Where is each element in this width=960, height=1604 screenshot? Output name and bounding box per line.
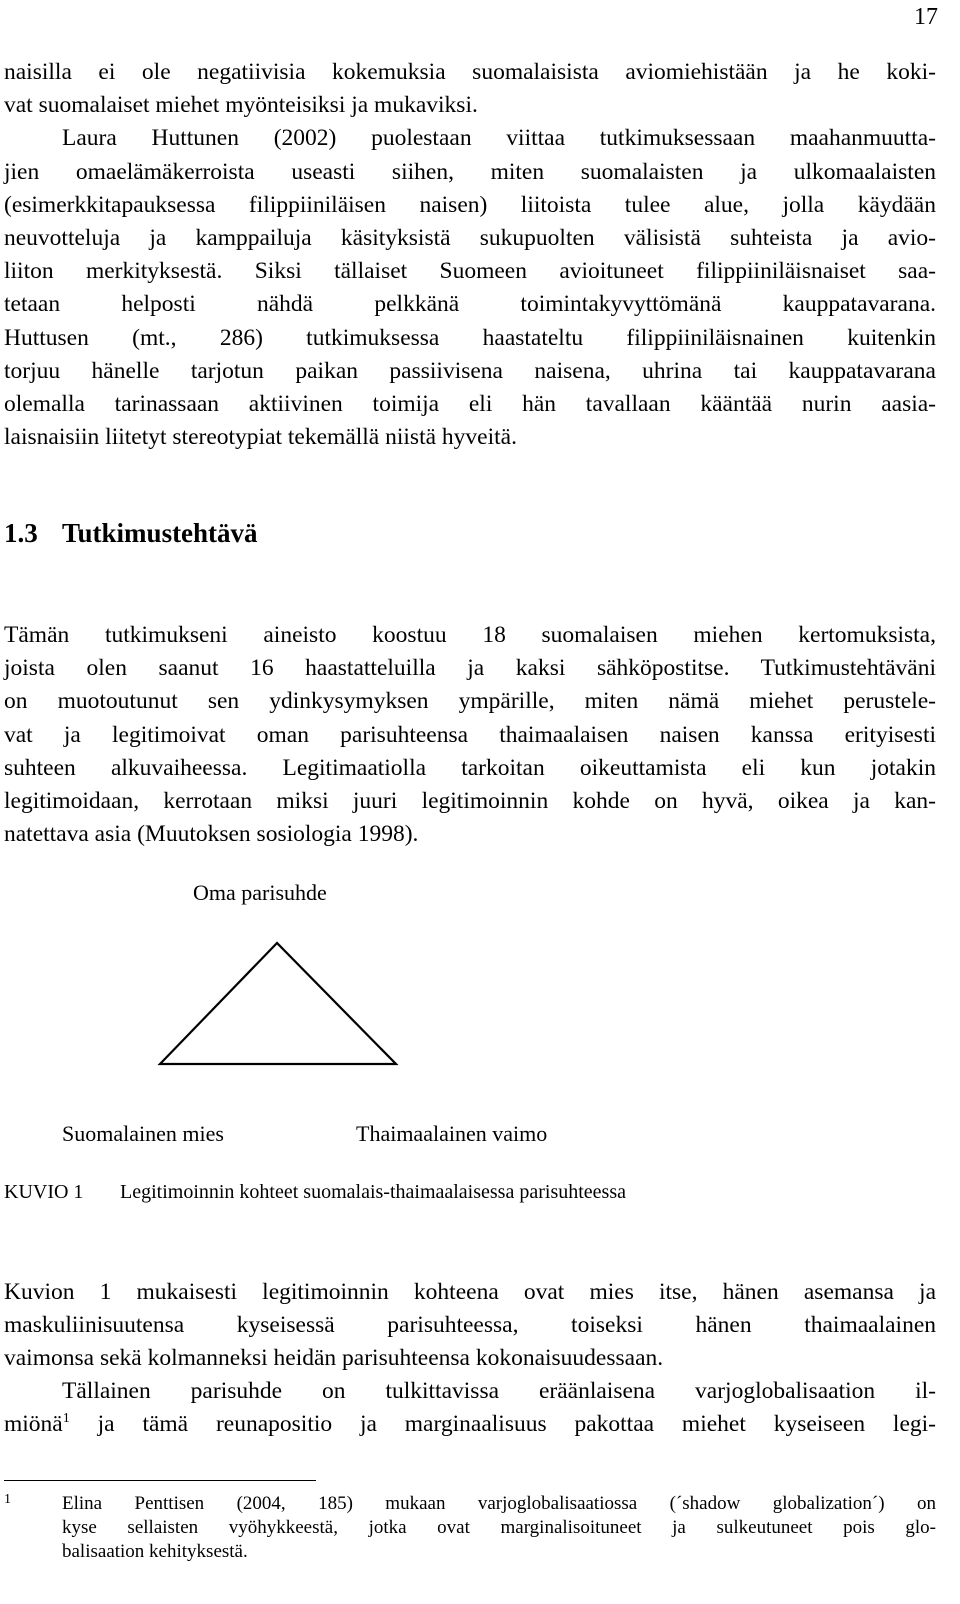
footnote-reference[interactable]: 1 [62, 1410, 70, 1427]
text-line: (esimerkkitapauksessa filippiiniläisen naisen) liitoista tulee alue, jolla käydään [4, 191, 936, 218]
text-line: vat ja legitimoivat oman parisuhteensa thaimaalaisen naisen kanssa erityisesti [4, 721, 936, 748]
text-line: Huttusen (mt., 286) tutkimuksessa haastateltu filippiiniläisnainen kuitenkin [4, 324, 936, 351]
text-line: Laura Huttunen (2002) puolestaan viittaa tutkimuksessaan maahanmuutta- [62, 125, 936, 152]
footnote-line: Elina Penttisen (2004, 185) mukaan varjoglobalisaatiossa (´shadow globalization´) on [62, 1493, 936, 1514]
figure-label-right: Thaimaalainen vaimo [356, 1121, 548, 1146]
footnote-mark: 1 [4, 1492, 11, 1507]
footnote-divider [4, 1480, 316, 1481]
text-line: vaimonsa sekä kolmanneksi heidän parisuhteensa kokonaisuudessaan. [4, 1345, 664, 1372]
text-line: suhteen alkuvaiheessa. Legitimaatiolla tarkoitan oikeuttamista eli kun jotakin [4, 754, 936, 781]
section-title: Tutkimustehtävä [62, 518, 258, 548]
text-line: laisnaisiin liitetyt stereotypiat tekemällä niistä hyveitä. [4, 424, 517, 451]
page-number: 17 [914, 4, 938, 30]
triangle-outline [160, 943, 396, 1064]
text-line: jien omaelämäkerroista useasti siihen, miten suomalaisten ja ulkomaalaisten [4, 158, 936, 185]
text-line: Tämän tutkimukseni aineisto koostuu 18 suomalaisen miehen kertomuksista, [4, 622, 936, 648]
paragraph-shadow-globalization [4, 1375, 936, 1441]
text-line: liiton merkityksestä. Siksi tällaiset Suomeen avioituneet filippiiniläisnaiset saa- [4, 258, 936, 285]
text-line: legitimoidaan, kerrotaan miksi juuri legitimoinnin kohde on hyvä, oikea ja kan- [4, 788, 936, 815]
text-line: olemalla tarinassaan aktiivinen toimija eli hän tavallaan kääntää nurin aasia- [4, 391, 936, 418]
figure-caption-label: KUVIO 1 [4, 1181, 84, 1203]
text-line: maskuliinisuutensa kyseisessä parisuhteessa, toiseksi hänen thaimaalainen [4, 1312, 936, 1339]
footnote-line: balisaation kehityksestä. [62, 1541, 248, 1562]
text-line: natettava asia (Muutoksen sosiologia 1998). [4, 821, 419, 848]
text-line: neuvotteluja ja kamppailuja käsityksistä sukupuolten välisistä suhteista ja avio- [4, 225, 936, 252]
text-line [4, 1408, 936, 1441]
text-line: tetaan helposti nähdä pelkkänä toimintakyvyttömänä kauppatavarana. [4, 291, 936, 318]
text-segment: miönä [4, 1411, 63, 1438]
figure-label-top: Oma parisuhde [193, 880, 327, 905]
paragraph-figure-explanation [4, 1276, 936, 1376]
text-line: joista olen saanut 16 haastatteluilla ja kaksi sähköpostitse. Tutkimustehtäväni [4, 655, 936, 682]
section-number: 1.3 [4, 518, 38, 548]
text-segment: ja tämä reunapositio ja marginaalisuus pakottaa miehet kyseiseen legi- [69, 1411, 936, 1438]
text-line: Tällainen parisuhde on tulkittavissa eräänlaisena varjoglobalisaation il- [62, 1378, 936, 1404]
text-line: vat suomalaiset miehet myönteisiksi ja mukaviksi. [4, 92, 478, 119]
text-line: on muotoutunut sen ydinkysymyksen ympärille, miten nämä miehet perustele- [4, 688, 936, 715]
text-line: Kuvion 1 mukaisesti legitimoinnin kohteena ovat mies itse, hänen asemansa ja [4, 1279, 936, 1305]
text-line: torjuu hänelle tarjotun paikan passiivisena naisena, uhrina tai kauppatavarana [4, 357, 936, 384]
figure-label-left: Suomalainen mies [62, 1121, 224, 1146]
figure-caption-text: Legitimoinnin kohteet suomalais-thaimaalaisessa parisuhteessa [120, 1181, 626, 1203]
figure-caption [4, 1181, 626, 1204]
footnote-line: kyse sellaisten vyöhykkeestä, jotka ovat marginalisoituneet ja sulkeutuneet pois glo- [62, 1517, 936, 1538]
text-line: naisilla ei ole negatiivisia kokemuksia suomalaisista aviomiehistään ja he koki- [4, 59, 936, 85]
footnote-text [62, 1492, 936, 1564]
